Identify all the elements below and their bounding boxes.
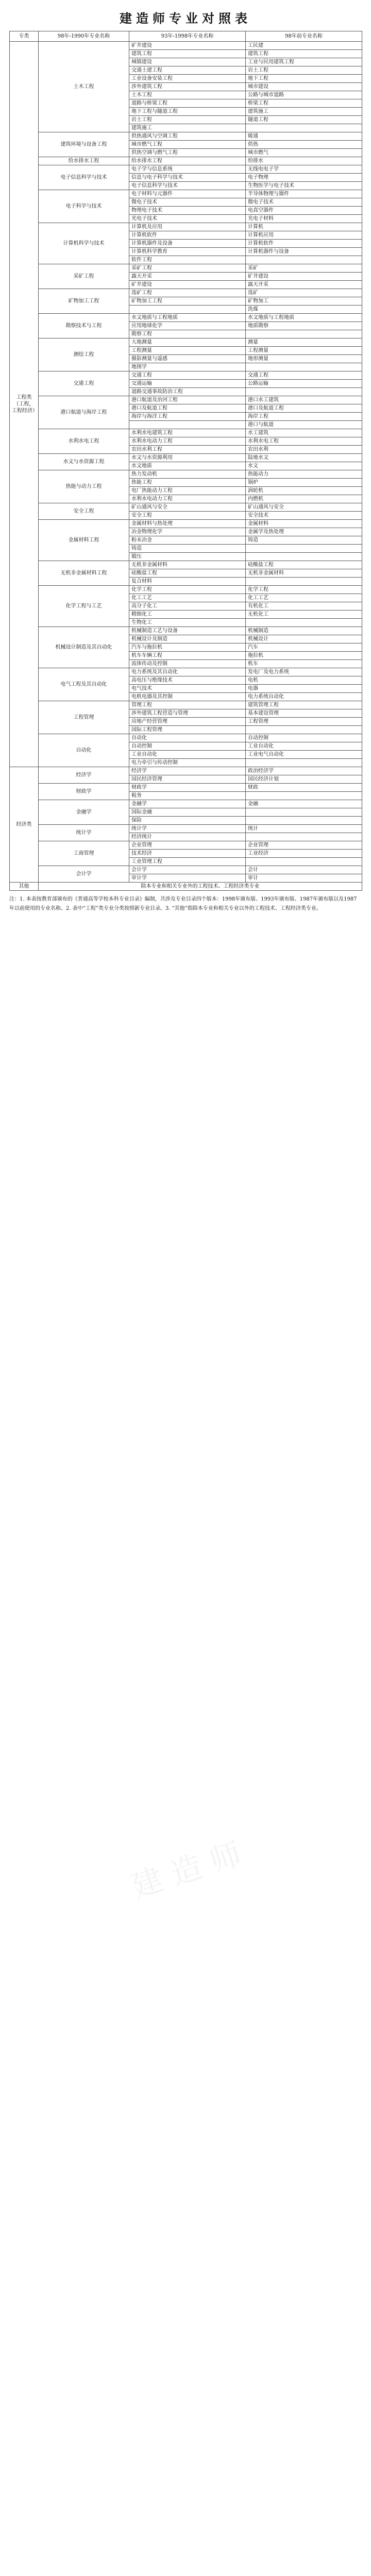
earliest-major-cell: 微电子技术 — [246, 198, 362, 207]
earliest-major-cell: 机械制造 — [246, 627, 362, 635]
table-header-row — [10, 31, 362, 42]
earliest-major-cell — [246, 759, 362, 767]
earliest-major-cell: 农田水利 — [246, 446, 362, 454]
previous-major-cell: 交通运输 — [129, 380, 246, 388]
earliest-major-cell: 露天开采 — [246, 281, 362, 289]
earliest-major-cell: 自动控制 — [246, 734, 362, 742]
previous-major-cell: 矿井建设 — [129, 42, 246, 50]
earliest-major-cell: 电器 — [246, 685, 362, 693]
table-row — [10, 668, 362, 676]
previous-major-cell: 统计学 — [129, 825, 246, 833]
previous-major-cell: 工业管理工程 — [129, 858, 246, 866]
previous-major-cell: 应用地球化学 — [129, 322, 246, 330]
previous-major-cell: 港口航道及治河工程 — [129, 396, 246, 404]
previous-major-cell: 物理电子技术 — [129, 207, 246, 215]
earliest-major-cell: 涡轮机 — [246, 487, 362, 495]
major-group-cell: 自动化 — [39, 734, 129, 767]
major-group-cell: 港口航道与海岸工程 — [39, 396, 129, 429]
earliest-major-cell: 工业经济 — [246, 850, 362, 858]
table-row — [10, 314, 362, 322]
earliest-major-cell: 选矿 — [246, 289, 362, 297]
category-cell: 经济类 — [10, 767, 39, 883]
document — [0, 0, 371, 913]
earliest-major-cell: 工业与民用建筑工程 — [246, 58, 362, 66]
previous-major-cell: 机械制造工艺与设备 — [129, 627, 246, 635]
earliest-major-cell — [246, 124, 362, 132]
earliest-major-cell — [246, 330, 362, 338]
major-group-cell: 测绘工程 — [39, 338, 129, 371]
earliest-major-cell: 金融 — [246, 800, 362, 808]
previous-major-cell: 金融学 — [129, 800, 246, 808]
earliest-major-cell: 岩土工程 — [246, 66, 362, 75]
previous-major-cell: 港口及航道工程 — [129, 404, 246, 413]
previous-major-cell: 安全工程 — [129, 512, 246, 520]
earliest-major-cell: 硅酸盐工程 — [246, 561, 362, 569]
major-group-cell: 勘察技术与工程 — [39, 314, 129, 338]
previous-major-cell: 机车车辆工程 — [129, 652, 246, 660]
previous-major-cell: 房地产经营管理 — [129, 718, 246, 726]
earliest-major-cell — [246, 808, 362, 817]
previous-major-cell: 锻压 — [129, 553, 246, 561]
previous-major-cell: 汽车与拖拉机 — [129, 643, 246, 652]
earliest-major-cell — [246, 792, 362, 800]
previous-major-cell: 粉末冶金 — [129, 536, 246, 545]
earliest-major-cell: 国民经济计划 — [246, 775, 362, 784]
major-group-cell: 安全工程 — [39, 503, 129, 520]
previous-major-cell: 大地测量 — [129, 338, 246, 347]
previous-major-cell: 经济统计 — [129, 833, 246, 841]
header-category: 专类 — [10, 31, 39, 42]
previous-major-cell: 水利水电动力工程 — [129, 495, 246, 503]
table-row — [10, 825, 362, 833]
previous-major-cell: 国民经济管理 — [129, 775, 246, 784]
earliest-major-cell: 化工工艺 — [246, 594, 362, 602]
table-body — [10, 42, 362, 891]
earliest-major-cell: 内燃机 — [246, 495, 362, 503]
previous-major-cell: 机械设计及制造 — [129, 635, 246, 643]
category-cell: 其他 — [10, 883, 39, 891]
previous-major-cell: 供热空调与燃气工程 — [129, 149, 246, 157]
previous-major-cell: 工业自动化 — [129, 751, 246, 759]
previous-major-cell: 国际工程管理 — [129, 726, 246, 734]
earliest-major-cell: 暖通 — [246, 132, 362, 141]
table-row — [10, 470, 362, 479]
previous-major-cell: 生物化工 — [129, 619, 246, 627]
table-row — [10, 338, 362, 347]
earliest-major-cell: 采矿 — [246, 264, 362, 273]
previous-major-cell: 计算机及应用 — [129, 223, 246, 231]
earliest-major-cell: 地质勘察 — [246, 322, 362, 330]
table-row — [10, 396, 362, 404]
table-row — [10, 454, 362, 462]
table-row — [10, 767, 362, 775]
earliest-major-cell: 电力系统自动化 — [246, 693, 362, 701]
earliest-major-cell: 机械设计 — [246, 635, 362, 643]
earliest-major-cell: 供热 — [246, 141, 362, 149]
major-group-cell: 热能与动力工程 — [39, 470, 129, 503]
table-row — [10, 371, 362, 380]
earliest-major-cell: 计算机软件 — [246, 240, 362, 248]
major-group-cell: 采矿工程 — [39, 264, 129, 289]
earliest-major-cell: 建筑工程 — [246, 50, 362, 58]
table-row — [10, 42, 362, 50]
previous-major-cell: 供热通风与空调工程 — [129, 132, 246, 141]
table-row — [10, 132, 362, 141]
earliest-major-cell: 审计 — [246, 874, 362, 883]
previous-major-cell: 计算机软件 — [129, 231, 246, 240]
previous-major-cell: 自动控制 — [129, 742, 246, 751]
major-table — [9, 31, 362, 891]
earliest-major-cell: 无线电电子学 — [246, 165, 362, 174]
earliest-major-cell: 生物医学与电子技术 — [246, 182, 362, 190]
earliest-major-cell: 铸造 — [246, 536, 362, 545]
previous-major-cell: 工业设备安装工程 — [129, 75, 246, 83]
previous-major-cell: 计算机科学教育 — [129, 248, 246, 256]
previous-major-cell: 电气技术 — [129, 685, 246, 693]
major-group-cell: 矿物加工工程 — [39, 289, 129, 314]
earliest-major-cell: 机车 — [246, 660, 362, 668]
previous-major-cell: 道路交通事故防治工程 — [129, 388, 246, 396]
previous-major-cell: 自动化 — [129, 734, 246, 742]
header-major-current: 98年-1990年专业名称 — [39, 31, 129, 42]
table-row — [10, 165, 362, 174]
table-row — [10, 520, 362, 528]
previous-major-cell: 电厂热能动力工程 — [129, 487, 246, 495]
earliest-major-cell: 工民建 — [246, 42, 362, 50]
earliest-major-cell: 矿井建设 — [246, 273, 362, 281]
previous-major-cell: 选矿工程 — [129, 289, 246, 297]
earliest-major-cell: 电真空器件 — [246, 207, 362, 215]
previous-major-cell: 涉外建筑工程 — [129, 83, 246, 91]
earliest-major-cell: 城市燃气 — [246, 149, 362, 157]
previous-major-cell — [129, 421, 246, 429]
earliest-major-cell: 计算机器件与设备 — [246, 248, 362, 256]
table-row — [10, 223, 362, 231]
earliest-major-cell: 发电厂及电力系统 — [246, 668, 362, 676]
previous-major-cell: 金属材料与热处理 — [129, 520, 246, 528]
previous-major-cell: 电子学与信息系统 — [129, 165, 246, 174]
earliest-major-cell: 会计 — [246, 866, 362, 874]
earliest-major-cell: 计算机 — [246, 223, 362, 231]
previous-major-cell: 电子信息科学与技术 — [129, 182, 246, 190]
earliest-major-cell: 矿山通风与安全 — [246, 503, 362, 512]
table-row — [10, 883, 362, 891]
earliest-major-cell: 建筑管理工程 — [246, 701, 362, 709]
previous-major-cell: 水利水电动力工程 — [129, 437, 246, 446]
previous-major-cell: 电子材料与元器件 — [129, 190, 246, 198]
previous-major-cell: 电力系统及其自动化 — [129, 668, 246, 676]
earliest-major-cell: 电机 — [246, 676, 362, 685]
major-group-cell: 建筑环境与设备工程 — [39, 132, 129, 157]
previous-major-cell: 经济学 — [129, 767, 246, 775]
previous-major-cell: 地图学 — [129, 363, 246, 371]
earliest-major-cell: 基本建设管理 — [246, 709, 362, 718]
earliest-major-cell: 桥梁工程 — [246, 99, 362, 108]
previous-major-cell: 海岸与海洋工程 — [129, 413, 246, 421]
earliest-major-cell: 电子物理 — [246, 174, 362, 182]
earliest-major-cell — [246, 619, 362, 627]
footnote: 注：1. 本表按教育部颁布的《普通高等学校本科专业目录》编制，共涉及专业目录四个版本：1998年颁布版、1993年颁布版、1987年颁布版以及1987年以前使用的专业名称。2. 表中“工程”类专业分类按照新专业目录。3. “其他”指除本专业和相关专业以外的工程技术、工程经济类专业。 — [9, 896, 357, 911]
table-row — [10, 503, 362, 512]
major-group-cell: 化学工程与工艺 — [39, 586, 129, 627]
previous-major-cell: 矿井建设 — [129, 281, 246, 289]
previous-major-cell: 露天开采 — [129, 273, 246, 281]
previous-major-cell: 高分子化工 — [129, 602, 246, 611]
previous-major-cell: 微电子技术 — [129, 198, 246, 207]
earliest-major-cell: 化学工程 — [246, 586, 362, 594]
previous-major-cell: 道路与桥梁工程 — [129, 99, 246, 108]
earliest-major-cell — [246, 388, 362, 396]
earliest-major-cell: 海岸工程 — [246, 413, 362, 421]
table-row — [10, 800, 362, 808]
major-group-cell: 统计学 — [39, 825, 129, 841]
previous-major-cell: 摄影测量与遥感 — [129, 355, 246, 363]
earliest-major-cell: 安全技术 — [246, 512, 362, 520]
table-row — [10, 841, 362, 850]
previous-major-cell: 热力发动机 — [129, 470, 246, 479]
page-title: 建造师专业对照表 — [120, 11, 251, 26]
previous-major-cell: 热能工程 — [129, 479, 246, 487]
previous-major-cell: 水文与水资源利用 — [129, 454, 246, 462]
previous-major-cell: 地下工程与隧道工程 — [129, 108, 246, 116]
previous-major-cell: 流体传动及控制 — [129, 660, 246, 668]
table-row — [10, 264, 362, 273]
major-group-cell: 计算机科学与技术 — [39, 223, 129, 264]
earliest-major-cell — [246, 553, 362, 561]
previous-major-cell: 给水排水工程 — [129, 157, 246, 165]
previous-major-cell: 城市燃气工程 — [129, 141, 246, 149]
earliest-major-cell: 无机非金属材料 — [246, 569, 362, 578]
earliest-major-cell: 统计 — [246, 825, 362, 833]
earliest-major-cell — [246, 256, 362, 264]
earliest-major-cell: 工程测量 — [246, 347, 362, 355]
previous-major-cell: 电力牵引与传动控制 — [129, 759, 246, 767]
previous-major-cell: 水文地质与工程地质 — [129, 314, 246, 322]
previous-major-cell: 会计学 — [129, 866, 246, 874]
earliest-major-cell: 洗煤 — [246, 306, 362, 314]
previous-major-cell — [129, 306, 246, 314]
major-group-cell: 金融学 — [39, 800, 129, 825]
previous-major-cell: 财政学 — [129, 784, 246, 792]
previous-major-cell: 企业管理 — [129, 841, 246, 850]
previous-major-cell: 建筑工程 — [129, 50, 246, 58]
table-row — [10, 157, 362, 165]
previous-major-cell: 岩土工程 — [129, 116, 246, 124]
previous-major-cell: 铸造 — [129, 545, 246, 553]
previous-major-cell: 冶金物理化学 — [129, 528, 246, 536]
previous-major-cell: 农田水利工程 — [129, 446, 246, 454]
earliest-major-cell: 地形测量 — [246, 355, 362, 363]
earliest-major-cell: 锅炉 — [246, 479, 362, 487]
earliest-major-cell: 工业自动化 — [246, 742, 362, 751]
earliest-major-cell: 工业电气自动化 — [246, 751, 362, 759]
earliest-major-cell — [246, 858, 362, 866]
header-major-earliest: 98年前专业名称 — [246, 31, 362, 42]
earliest-major-cell: 金属材料 — [246, 520, 362, 528]
previous-major-cell: 硅酸盐工程 — [129, 569, 246, 578]
major-group-cell: 给水排水工程 — [39, 157, 129, 165]
previous-major-cell: 管理工程 — [129, 701, 246, 709]
previous-major-cell: 复合材料 — [129, 578, 246, 586]
earliest-major-cell — [246, 833, 362, 841]
previous-major-cell: 无机非金属材料 — [129, 561, 246, 569]
previous-major-cell: 采矿工程 — [129, 264, 246, 273]
earliest-major-cell: 隧道工程 — [246, 116, 362, 124]
major-group-cell: 电子信息科学与技术 — [39, 165, 129, 190]
previous-major-cell: 高电压与绝缘技术 — [129, 676, 246, 685]
table-row — [10, 784, 362, 792]
previous-major-cell: 国际金融 — [129, 808, 246, 817]
earliest-major-cell: 工程管理 — [246, 718, 362, 726]
major-group-cell: 工商管理 — [39, 841, 129, 866]
previous-major-cell: 审计学 — [129, 874, 246, 883]
major-group-cell: 水利水电工程 — [39, 429, 129, 454]
earliest-major-cell: 港口水工建筑 — [246, 396, 362, 404]
previous-major-cell: 精细化工 — [129, 611, 246, 619]
previous-major-cell: 电机电器及其控制 — [129, 693, 246, 701]
previous-major-cell: 计算机器件及设备 — [129, 240, 246, 248]
table-row — [10, 561, 362, 569]
earliest-major-cell — [246, 363, 362, 371]
earliest-major-cell: 拖拉机 — [246, 652, 362, 660]
previous-major-cell: 涉外建筑工程营造与管理 — [129, 709, 246, 718]
previous-major-cell: 矿山通风与安全 — [129, 503, 246, 512]
major-group-cell: 财政学 — [39, 784, 129, 800]
table-row — [10, 586, 362, 594]
previous-major-cell: 城镇建设 — [129, 58, 246, 66]
major-group-cell: 经济学 — [39, 767, 129, 784]
table-row — [10, 734, 362, 742]
previous-major-cell: 矿物加工工程 — [129, 297, 246, 306]
major-group-cell: 会计学 — [39, 866, 129, 883]
major-group-cell: 机械设计制造及其自动化 — [39, 627, 129, 668]
earliest-major-cell: 半导体物理与器件 — [246, 190, 362, 198]
previous-major-cell: 交通土建工程 — [129, 66, 246, 75]
earliest-major-cell: 水文 — [246, 462, 362, 470]
earliest-major-cell: 交通工程 — [246, 371, 362, 380]
earliest-major-cell: 陆地水文 — [246, 454, 362, 462]
earliest-major-cell: 城市建设 — [246, 83, 362, 91]
earliest-major-cell: 金属学及热处理 — [246, 528, 362, 536]
header-major-previous: 93年-1998年专业名称 — [129, 31, 246, 42]
previous-major-cell: 土木工程 — [129, 91, 246, 99]
earliest-major-cell — [246, 545, 362, 553]
earliest-major-cell: 水利水电工程 — [246, 437, 362, 446]
earliest-major-cell: 测量 — [246, 338, 362, 347]
previous-major-cell: 化工工艺 — [129, 594, 246, 602]
earliest-major-cell: 财政 — [246, 784, 362, 792]
earliest-major-cell: 水文地质与工程地质 — [246, 314, 362, 322]
earliest-major-cell: 公路与城市道路 — [246, 91, 362, 99]
major-group-cell: 金属材料工程 — [39, 520, 129, 561]
earliest-major-cell: 企业管理 — [246, 841, 362, 850]
earliest-major-cell: 水工建筑 — [246, 429, 362, 437]
category-cell: 工程类（工程，工程经济） — [10, 42, 39, 767]
previous-major-cell: 交通工程 — [129, 371, 246, 380]
table-row — [10, 190, 362, 198]
major-group-cell: 交通工程 — [39, 371, 129, 396]
table-row — [10, 627, 362, 635]
major-group-cell: 无机非金属材料工程 — [39, 561, 129, 586]
earliest-major-cell — [246, 817, 362, 825]
major-group-cell: 水文与水资源工程 — [39, 454, 129, 470]
earliest-major-cell: 港口及航道工程 — [246, 404, 362, 413]
previous-major-cell: 税务 — [129, 792, 246, 800]
previous-major-cell: 光电子技术 — [129, 215, 246, 223]
previous-major-cell: 水利水电建筑工程 — [129, 429, 246, 437]
earliest-major-cell: 热能动力 — [246, 470, 362, 479]
earliest-major-cell: 给排水 — [246, 157, 362, 165]
earliest-major-cell: 政治经济学 — [246, 767, 362, 775]
table-row — [10, 289, 362, 297]
previous-major-cell: 技术经济 — [129, 850, 246, 858]
earliest-major-cell — [246, 726, 362, 734]
major-group-cell: 除本专业和相关专业外的工程技术、工程经济类专业 — [39, 883, 362, 891]
table-row — [10, 429, 362, 437]
previous-major-cell: 化学工程 — [129, 586, 246, 594]
earliest-major-cell: 公路运输 — [246, 380, 362, 388]
earliest-major-cell: 港口与航道 — [246, 421, 362, 429]
previous-major-cell: 保险 — [129, 817, 246, 825]
previous-major-cell: 建筑施工 — [129, 124, 246, 132]
major-group-cell: 土木工程 — [39, 42, 129, 132]
previous-major-cell: 水文地质 — [129, 462, 246, 470]
previous-major-cell: 勘察工程 — [129, 330, 246, 338]
earliest-major-cell: 汽车 — [246, 643, 362, 652]
major-group-cell: 工程管理 — [39, 701, 129, 734]
earliest-major-cell: 光电子材料 — [246, 215, 362, 223]
table-row — [10, 866, 362, 874]
earliest-major-cell: 建筑施工 — [246, 108, 362, 116]
earliest-major-cell: 地下工程 — [246, 75, 362, 83]
previous-major-cell: 软件工程 — [129, 256, 246, 264]
previous-major-cell: 信息与电子科学与技术 — [129, 174, 246, 182]
earliest-major-cell — [246, 578, 362, 586]
table-row — [10, 701, 362, 709]
earliest-major-cell: 有机化工 — [246, 602, 362, 611]
earliest-major-cell: 矿物加工 — [246, 297, 362, 306]
major-group-cell: 电子科学与技术 — [39, 190, 129, 223]
previous-major-cell: 工程测量 — [129, 347, 246, 355]
earliest-major-cell: 计算机应用 — [246, 231, 362, 240]
major-group-cell: 电气工程及其自动化 — [39, 668, 129, 701]
earliest-major-cell: 无机化工 — [246, 611, 362, 619]
watermark: 建造师 — [127, 1833, 256, 1906]
